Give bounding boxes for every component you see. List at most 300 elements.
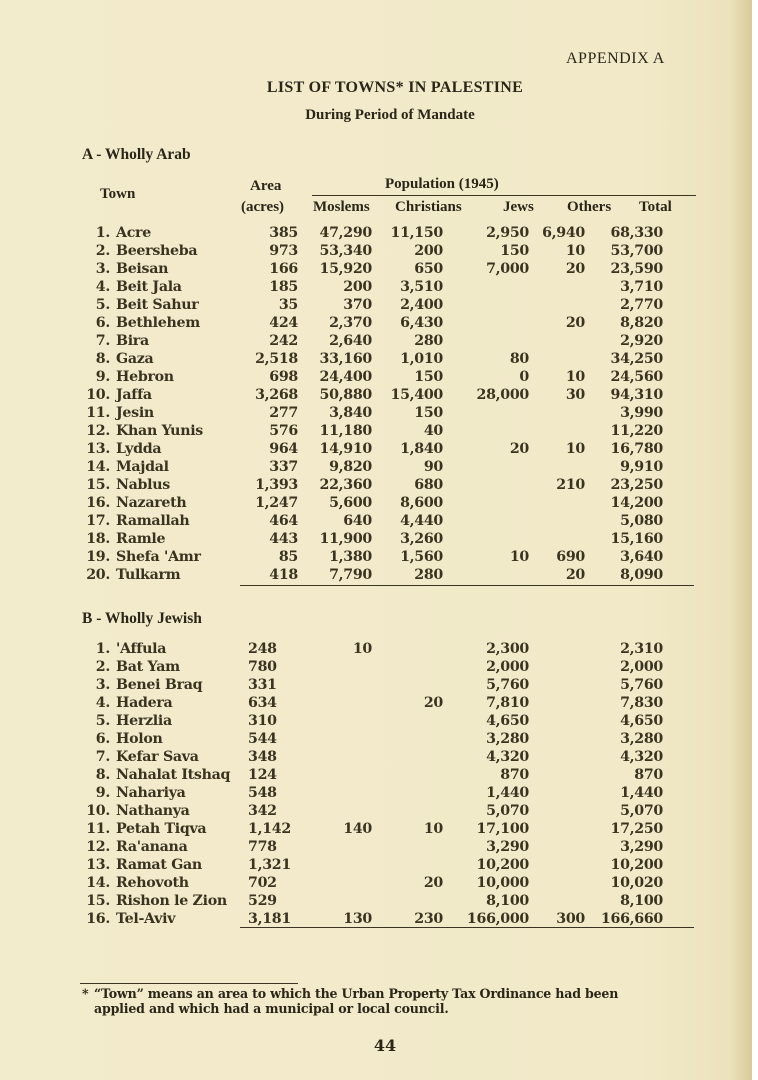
cell-total: 94,310 — [610, 387, 663, 403]
cell-area: 185 — [269, 279, 298, 295]
cell-christians: 3,510 — [400, 279, 443, 295]
cell-town: Beersheba — [116, 243, 198, 259]
cell-jews: 7,810 — [486, 695, 529, 711]
cell-town: Rishon le Zion — [116, 893, 227, 909]
cell-christians: 280 — [414, 567, 443, 583]
header-jews: Jews — [503, 199, 534, 215]
cell-jews: 2,300 — [486, 641, 529, 657]
footnote — [82, 986, 702, 1016]
cell-others — [529, 874, 585, 892]
cell-num: 6. — [95, 315, 110, 331]
table-row — [84, 892, 663, 910]
cell-others — [529, 748, 585, 766]
cell-town: Nathanya — [116, 803, 190, 819]
table-row — [84, 910, 663, 928]
cell-christians — [372, 676, 443, 694]
cell-others — [529, 820, 585, 838]
cell-total: 5,760 — [620, 677, 663, 693]
cell-christians: 2,400 — [400, 297, 443, 313]
cell-total: 34,250 — [610, 351, 663, 367]
cell-jews — [443, 566, 529, 584]
population-header-rule — [312, 195, 696, 196]
cell-num: 5. — [95, 713, 110, 729]
cell-total: 2,310 — [620, 641, 663, 657]
cell-moslems: 50,880 — [319, 387, 372, 403]
cell-total: 4,320 — [620, 749, 663, 765]
cell-moslems: 53,340 — [319, 243, 372, 259]
cell-moslems — [298, 874, 372, 892]
cell-num: 13. — [86, 857, 110, 873]
cell-jews: 10,200 — [476, 857, 529, 873]
cell-total: 10,200 — [610, 857, 663, 873]
cell-total: 14,200 — [610, 495, 663, 511]
cell-christians: 10 — [423, 821, 443, 837]
table-row — [84, 838, 663, 856]
cell-town: Beit Jala — [116, 279, 182, 295]
cell-num: 17. — [86, 513, 110, 529]
cell-town: Benei Braq — [116, 677, 203, 693]
table-row — [84, 386, 663, 404]
cell-area: 166 — [269, 261, 298, 277]
cell-moslems: 370 — [343, 297, 372, 313]
cell-total: 8,100 — [620, 893, 663, 909]
cell-jews — [443, 296, 529, 314]
cell-moslems: 10 — [352, 641, 372, 657]
cell-area: 778 — [248, 839, 277, 855]
section-a-heading: A - Wholly Arab — [82, 146, 191, 163]
table-row — [84, 658, 663, 676]
cell-area: 1,247 — [255, 495, 298, 511]
cell-moslems: 2,640 — [329, 333, 372, 349]
cell-town: Kefar Sava — [116, 749, 199, 765]
cell-town: Hebron — [116, 369, 174, 385]
cell-area: 1,393 — [255, 477, 298, 493]
cell-jews: 870 — [500, 767, 529, 783]
cell-num: 4. — [95, 695, 110, 711]
cell-total: 11,220 — [610, 423, 663, 439]
cell-area: 124 — [248, 767, 277, 783]
header-christians: Christians — [395, 199, 462, 215]
cell-jews: 2,950 — [486, 225, 529, 241]
cell-area: 348 — [248, 749, 277, 765]
cell-num: 7. — [95, 749, 110, 765]
cell-area: 242 — [269, 333, 298, 349]
cell-christians — [372, 766, 443, 784]
cell-area: 634 — [248, 695, 277, 711]
cell-num: 10. — [86, 803, 110, 819]
cell-total: 53,700 — [610, 243, 663, 259]
cell-christians: 4,440 — [400, 513, 443, 529]
cell-others — [529, 494, 585, 512]
cell-moslems: 47,290 — [319, 225, 372, 241]
cell-christians — [372, 856, 443, 874]
cell-town: Gaza — [116, 351, 154, 367]
cell-area: 248 — [248, 641, 277, 657]
table-wholly-jewish — [84, 640, 663, 928]
cell-total: 3,710 — [620, 279, 663, 295]
cell-area: 337 — [269, 459, 298, 475]
cell-christians — [372, 838, 443, 856]
cell-total: 17,250 — [610, 821, 663, 837]
page-edge — [752, 0, 758, 1080]
cell-others: 210 — [556, 477, 585, 493]
table-row — [84, 712, 663, 730]
cell-area: 702 — [248, 875, 277, 891]
cell-others — [529, 350, 585, 368]
cell-others — [529, 784, 585, 802]
cell-total: 68,330 — [610, 225, 663, 241]
cell-total: 166,660 — [600, 911, 663, 927]
cell-num: 11. — [86, 821, 110, 837]
cell-jews: 5,760 — [486, 677, 529, 693]
cell-others — [529, 892, 585, 910]
table-row — [84, 820, 663, 838]
cell-others — [529, 422, 585, 440]
cell-area: 85 — [278, 549, 298, 565]
cell-area: 544 — [248, 731, 277, 747]
cell-num: 12. — [86, 423, 110, 439]
table-wholly-arab — [84, 224, 663, 584]
cell-area: 464 — [269, 513, 298, 529]
cell-jews: 8,100 — [486, 893, 529, 909]
cell-town: Majdal — [116, 459, 169, 475]
cell-area: 331 — [248, 677, 277, 693]
cell-others — [529, 404, 585, 422]
cell-num: 9. — [95, 785, 110, 801]
cell-num: 16. — [86, 495, 110, 511]
page-number: 44 — [373, 1036, 397, 1055]
table-row — [84, 278, 663, 296]
cell-total: 8,090 — [620, 567, 663, 583]
cell-others: 10 — [565, 441, 585, 457]
cell-others: 30 — [565, 387, 585, 403]
cell-town: Jesin — [116, 405, 154, 421]
cell-jews: 80 — [509, 351, 529, 367]
cell-moslems — [298, 892, 372, 910]
header-population-group: Population (1945) — [385, 176, 499, 192]
table-row — [84, 422, 663, 440]
cell-moslems — [298, 766, 372, 784]
cell-total: 7,830 — [620, 695, 663, 711]
table-row — [84, 368, 663, 386]
cell-area: 973 — [269, 243, 298, 259]
cell-moslems: 11,900 — [319, 531, 372, 547]
cell-total: 2,000 — [620, 659, 663, 675]
header-area: Area — [250, 178, 282, 194]
table-row — [84, 224, 663, 242]
cell-area: 424 — [269, 315, 298, 331]
cell-total: 24,560 — [610, 369, 663, 385]
page-subtitle: During Period of Mandate — [305, 107, 475, 123]
cell-area: 418 — [269, 567, 298, 583]
cell-others: 20 — [565, 261, 585, 277]
cell-jews: 3,290 — [486, 839, 529, 855]
cell-jews: 28,000 — [476, 387, 529, 403]
cell-num: 9. — [95, 369, 110, 385]
cell-jews — [443, 458, 529, 476]
table-row — [84, 856, 663, 874]
cell-town: Nablus — [116, 477, 170, 493]
cell-num: 3. — [95, 677, 110, 693]
cell-others — [529, 332, 585, 350]
cell-jews: 150 — [500, 243, 529, 259]
cell-area: 2,518 — [255, 351, 298, 367]
cell-total: 3,290 — [620, 839, 663, 855]
cell-christians: 150 — [414, 405, 443, 421]
cell-others — [529, 766, 585, 784]
cell-jews: 10,000 — [476, 875, 529, 891]
cell-jews — [443, 476, 529, 494]
cell-jews: 166,000 — [466, 911, 529, 927]
cell-jews — [443, 314, 529, 332]
cell-moslems — [298, 784, 372, 802]
cell-moslems — [298, 748, 372, 766]
cell-jews — [443, 278, 529, 296]
table-row — [84, 332, 663, 350]
cell-total: 10,020 — [610, 875, 663, 891]
header-town: Town — [100, 186, 136, 202]
cell-jews: 4,650 — [486, 713, 529, 729]
cell-moslems — [298, 712, 372, 730]
cell-others — [529, 838, 585, 856]
cell-moslems: 140 — [343, 821, 372, 837]
cell-jews — [443, 404, 529, 422]
cell-jews — [443, 332, 529, 350]
cell-town: Tel-Aviv — [116, 911, 176, 927]
table-row — [84, 874, 663, 892]
cell-others: 10 — [565, 243, 585, 259]
cell-total: 5,080 — [620, 513, 663, 529]
cell-total: 2,920 — [620, 333, 663, 349]
cell-others — [529, 512, 585, 530]
cell-area: 342 — [248, 803, 277, 819]
table-row — [84, 440, 663, 458]
cell-total: 2,770 — [620, 297, 663, 313]
cell-jews: 20 — [509, 441, 529, 457]
cell-total: 1,440 — [620, 785, 663, 801]
cell-christians — [372, 658, 443, 676]
cell-moslems — [298, 658, 372, 676]
cell-town: Beit Sahur — [116, 297, 199, 313]
cell-area: 576 — [269, 423, 298, 439]
cell-num: 7. — [95, 333, 110, 349]
cell-christians: 200 — [414, 243, 443, 259]
cell-jews: 2,000 — [486, 659, 529, 675]
cell-moslems: 7,790 — [329, 567, 372, 583]
cell-num: 1. — [95, 641, 110, 657]
cell-moslems: 640 — [343, 513, 372, 529]
table-row — [84, 730, 663, 748]
cell-moslems — [298, 856, 372, 874]
cell-moslems: 14,910 — [319, 441, 372, 457]
table-row — [84, 548, 663, 566]
cell-total: 4,650 — [620, 713, 663, 729]
cell-total: 23,590 — [610, 261, 663, 277]
table-row — [84, 350, 663, 368]
table-row — [84, 476, 663, 494]
cell-moslems: 24,400 — [319, 369, 372, 385]
cell-christians: 650 — [414, 261, 443, 277]
appendix-label: APPENDIX A — [566, 50, 665, 67]
cell-christians — [372, 748, 443, 766]
cell-num: 14. — [86, 875, 110, 891]
cell-jews — [443, 530, 529, 548]
table-row — [84, 766, 663, 784]
cell-moslems: 33,160 — [319, 351, 372, 367]
cell-num: 10. — [86, 387, 110, 403]
cell-jews: 4,320 — [486, 749, 529, 765]
cell-christians: 40 — [423, 423, 443, 439]
cell-christians: 1,560 — [400, 549, 443, 565]
cell-christians: 1,840 — [400, 441, 443, 457]
cell-moslems: 3,840 — [329, 405, 372, 421]
cell-area: 3,268 — [255, 387, 298, 403]
cell-others — [529, 694, 585, 712]
cell-total: 9,910 — [620, 459, 663, 475]
cell-town: Beisan — [116, 261, 169, 277]
table-row — [84, 748, 663, 766]
cell-total: 23,250 — [610, 477, 663, 493]
cell-area: 1,321 — [248, 857, 291, 873]
cell-christians: 20 — [423, 875, 443, 891]
footnote-line-1: “Town” means an area to which the Urban Property Tax Ordinance had been — [94, 986, 619, 1001]
header-moslems: Moslems — [313, 199, 370, 215]
cell-christians: 20 — [423, 695, 443, 711]
cell-num: 14. — [86, 459, 110, 475]
cell-total: 15,160 — [610, 531, 663, 547]
footnote-rule — [80, 983, 298, 984]
cell-town: Ramle — [116, 531, 166, 547]
cell-area: 548 — [248, 785, 277, 801]
cell-moslems: 9,820 — [329, 459, 372, 475]
table-row — [84, 694, 663, 712]
cell-others: 300 — [556, 911, 585, 927]
cell-town: Bethlehem — [116, 315, 200, 331]
cell-num: 5. — [95, 297, 110, 313]
cell-total: 8,820 — [620, 315, 663, 331]
page-title: LIST OF TOWNS* IN PALESTINE — [266, 79, 524, 96]
table-row — [84, 784, 663, 802]
cell-christians — [372, 892, 443, 910]
table-row — [84, 802, 663, 820]
cell-jews: 1,440 — [486, 785, 529, 801]
table-row — [84, 242, 663, 260]
cell-moslems — [298, 802, 372, 820]
cell-town: Holon — [116, 731, 163, 747]
cell-town: Ramat Gan — [116, 857, 202, 873]
cell-town: Ra'anana — [116, 839, 188, 855]
cell-town: Acre — [116, 225, 151, 241]
cell-num: 12. — [86, 839, 110, 855]
cell-total: 16,780 — [610, 441, 663, 457]
cell-area: 964 — [269, 441, 298, 457]
header-total: Total — [639, 199, 672, 215]
cell-moslems: 22,360 — [319, 477, 372, 493]
cell-moslems — [298, 694, 372, 712]
cell-total: 3,640 — [620, 549, 663, 565]
cell-others — [529, 530, 585, 548]
cell-area: 529 — [248, 893, 277, 909]
cell-town: Khan Yunis — [116, 423, 203, 439]
cell-num: 15. — [86, 893, 110, 909]
cell-christians — [372, 640, 443, 658]
cell-others — [529, 856, 585, 874]
section-b-bottom-rule — [240, 927, 694, 928]
cell-christians: 11,150 — [390, 225, 443, 241]
cell-town: Bat Yam — [116, 659, 180, 675]
cell-christians: 6,430 — [400, 315, 443, 331]
header-others: Others — [567, 199, 612, 215]
cell-christians — [372, 784, 443, 802]
cell-moslems: 11,180 — [319, 423, 372, 439]
table-row — [84, 676, 663, 694]
cell-christians — [372, 802, 443, 820]
cell-christians — [372, 730, 443, 748]
cell-others: 20 — [565, 567, 585, 583]
cell-town: Shefa 'Amr — [116, 549, 201, 565]
header-area-units: (acres) — [241, 199, 285, 215]
cell-moslems: 5,600 — [329, 495, 372, 511]
cell-num: 2. — [95, 243, 110, 259]
cell-area: 35 — [278, 297, 298, 313]
cell-num: 15. — [86, 477, 110, 493]
table-row — [84, 640, 663, 658]
cell-moslems: 15,920 — [319, 261, 372, 277]
cell-others — [529, 658, 585, 676]
cell-total: 3,990 — [620, 405, 663, 421]
table-row — [84, 314, 663, 332]
cell-christians: 15,400 — [390, 387, 443, 403]
table-row — [84, 530, 663, 548]
cell-others — [529, 640, 585, 658]
section-b-heading: B - Wholly Jewish — [82, 610, 202, 627]
cell-jews — [443, 422, 529, 440]
cell-christians: 680 — [414, 477, 443, 493]
cell-jews: 17,100 — [476, 821, 529, 837]
cell-jews: 0 — [519, 369, 529, 385]
cell-jews: 7,000 — [486, 261, 529, 277]
cell-moslems: 200 — [343, 279, 372, 295]
table-row — [84, 494, 663, 512]
cell-area: 277 — [269, 405, 298, 421]
table-row — [84, 260, 663, 278]
cell-others — [529, 278, 585, 296]
cell-town: Tulkarm — [116, 567, 181, 583]
table-row — [84, 404, 663, 422]
cell-christians: 280 — [414, 333, 443, 349]
cell-christians: 150 — [414, 369, 443, 385]
section-a-bottom-rule — [240, 585, 694, 586]
cell-moslems — [298, 676, 372, 694]
footnote-marker: * — [82, 986, 89, 1001]
cell-area: 443 — [269, 531, 298, 547]
cell-total: 3,280 — [620, 731, 663, 747]
cell-num: 6. — [95, 731, 110, 747]
table-row — [84, 296, 663, 314]
cell-christians: 90 — [423, 459, 443, 475]
cell-jews: 3,280 — [486, 731, 529, 747]
cell-town: Lydda — [116, 441, 162, 457]
cell-num: 20. — [86, 567, 110, 583]
cell-others — [529, 802, 585, 820]
cell-others — [529, 712, 585, 730]
cell-num: 11. — [86, 405, 110, 421]
cell-others: 6,940 — [542, 225, 585, 241]
cell-jews: 5,070 — [486, 803, 529, 819]
cell-others: 10 — [565, 369, 585, 385]
cell-num: 16. — [86, 911, 110, 927]
footnote-line-2: applied and which had a municipal or local council. — [94, 1001, 449, 1016]
